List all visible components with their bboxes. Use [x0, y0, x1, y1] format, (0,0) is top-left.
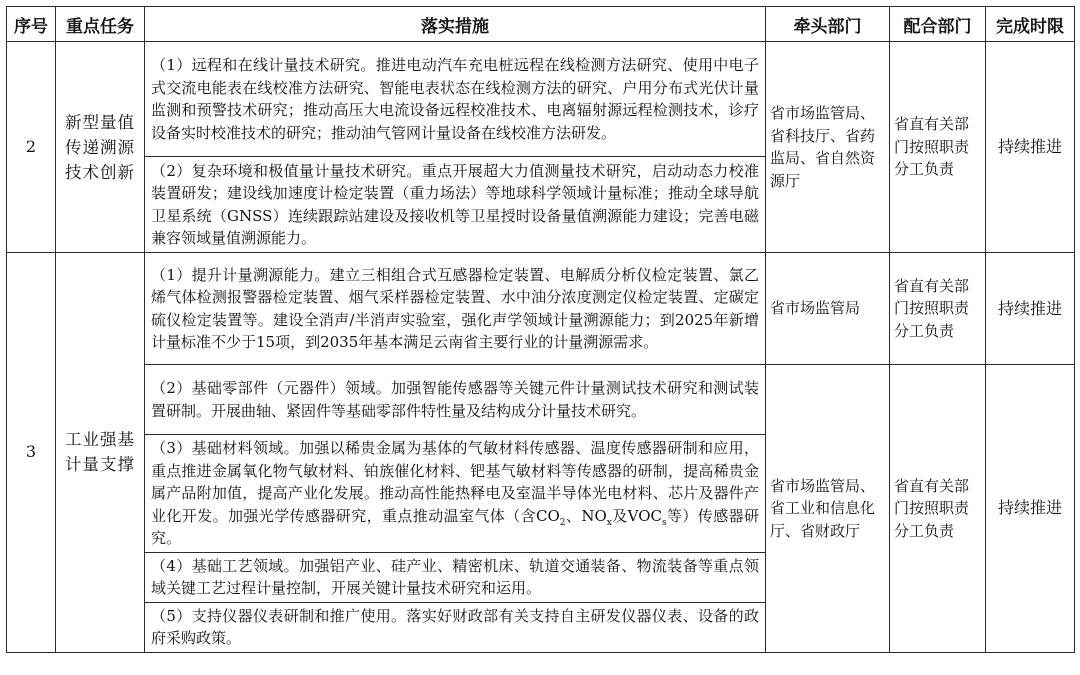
measure-cell: （2）基础零部件（元器件）领域。加强智能传感器等关键元件计量测试技术研究和测试装置研制。开展曲轴、紧固件等基础零部件特性量及结构成分计量技术研究。 — [145, 365, 766, 435]
header-row — [7, 7, 1075, 42]
measure-text: （3）基础材料领域。加强以稀贵金属为基体的气敏材料传感器、温度传感器研制和应用，重点推进金属氧化物气敏材料、铂族催化材料、钯基气敏材料等传感器的研制，提高稀贵金属产品附加值，提高产业化发展。推动高性能热释电及室温半导体光电材料、芯片及器件产业化开发。加强光学传感器研究，重点推动温室气体（含CO — [151, 439, 759, 525]
measure-cell — [145, 435, 766, 553]
deadline-cell: 持续推进 — [986, 42, 1075, 253]
table-row — [7, 365, 1075, 435]
task-cell: 新型量值传递溯源技术创新 — [56, 42, 145, 253]
measure-cell: （4）基础工艺领域。加强铝产业、硅产业、精密机床、轨道交通装备、物流装备等重点领域关键工艺过程计量控制，开展关键计量技术研究和运用。 — [145, 552, 766, 602]
header-task: 重点任务 — [56, 7, 145, 42]
measure-cell: （1）提升计量溯源能力。建立三相组合式互感器检定装置、电解质分析仪检定装置、氯乙烯气体检测报警器检定装置、烟气采样器检定装置、水中油分浓度测定仪检定装置、定碳定硫仪检定装置等。建设全消声/半消声实验室，强化声学领域计量溯源能力；到2025年新增计量标准不少于15项，到2035年基本满足云南省主要行业的计量溯源需求。 — [145, 253, 766, 365]
coop-dept-cell: 省直有关部门按照职责分工负责 — [890, 365, 986, 653]
measure-text: 、NO — [565, 506, 607, 525]
subscript-nox: x — [606, 517, 612, 528]
subscript-co2: 2 — [559, 517, 566, 528]
plan-table — [6, 6, 1075, 653]
seq-cell: 2 — [7, 42, 56, 253]
measure-text: 及VOC — [611, 506, 662, 525]
coop-dept-cell: 省直有关部门按照职责分工负责 — [890, 42, 986, 253]
measure-cell: （5）支持仪器仪表研制和推广使用。落实好财政部有关支持自主研发仪器仪表、设备的政府采购政策。 — [145, 602, 766, 652]
lead-dept-cell: 省市场监管局、省科技厅、省药监局、省自然资源厅 — [766, 42, 890, 253]
header-lead-dept: 牵头部门 — [766, 7, 890, 42]
lead-dept-cell: 省市场监管局、省工业和信息化厅、省财政厅 — [766, 365, 890, 653]
header-seq: 序号 — [7, 7, 56, 42]
deadline-cell: 持续推进 — [986, 365, 1075, 653]
coop-dept-cell: 省直有关部门按照职责分工负责 — [890, 253, 986, 365]
measure-cell: （2）复杂环境和极值量计量技术研究。重点开展超大力值测量技术研究，启动动态力校准装置研发；建设线加速度计检定装置（重力场法）等地球科学领域计量标准；推动全球导航卫星系统（GNSS）连续跟踪站建设及接收机等卫星授时设备量值溯源能力建设；完善电磁兼容领域量值溯源能力。 — [145, 157, 766, 253]
table-row — [7, 253, 1075, 365]
header-coop-dept: 配合部门 — [890, 7, 986, 42]
task-cell: 工业强基计量支撑 — [56, 253, 145, 653]
header-measure: 落实措施 — [145, 7, 766, 42]
seq-cell: 3 — [7, 253, 56, 653]
lead-dept-cell: 省市场监管局 — [766, 253, 890, 365]
measure-text: 等）传感器研究。 — [151, 506, 760, 547]
header-deadline: 完成时限 — [986, 7, 1075, 42]
subscript-vocs: s — [661, 517, 667, 528]
table-row — [7, 42, 1075, 157]
measure-cell: （1）远程和在线计量技术研究。推进电动汽车充电桩远程在线检测方法研究、使用中电子式交流电能表在线校准方法研究、智能电表状态在线检测方法的研究、户用分布式光伏计量监测和预警技术研究；推动高压大电流设备远程校准技术、电离辐射源远程检测技术，诊疗设备实时校准技术的研究；推动油气管网计量设备在线校准方法研发。 — [145, 42, 766, 157]
deadline-cell: 持续推进 — [986, 253, 1075, 365]
